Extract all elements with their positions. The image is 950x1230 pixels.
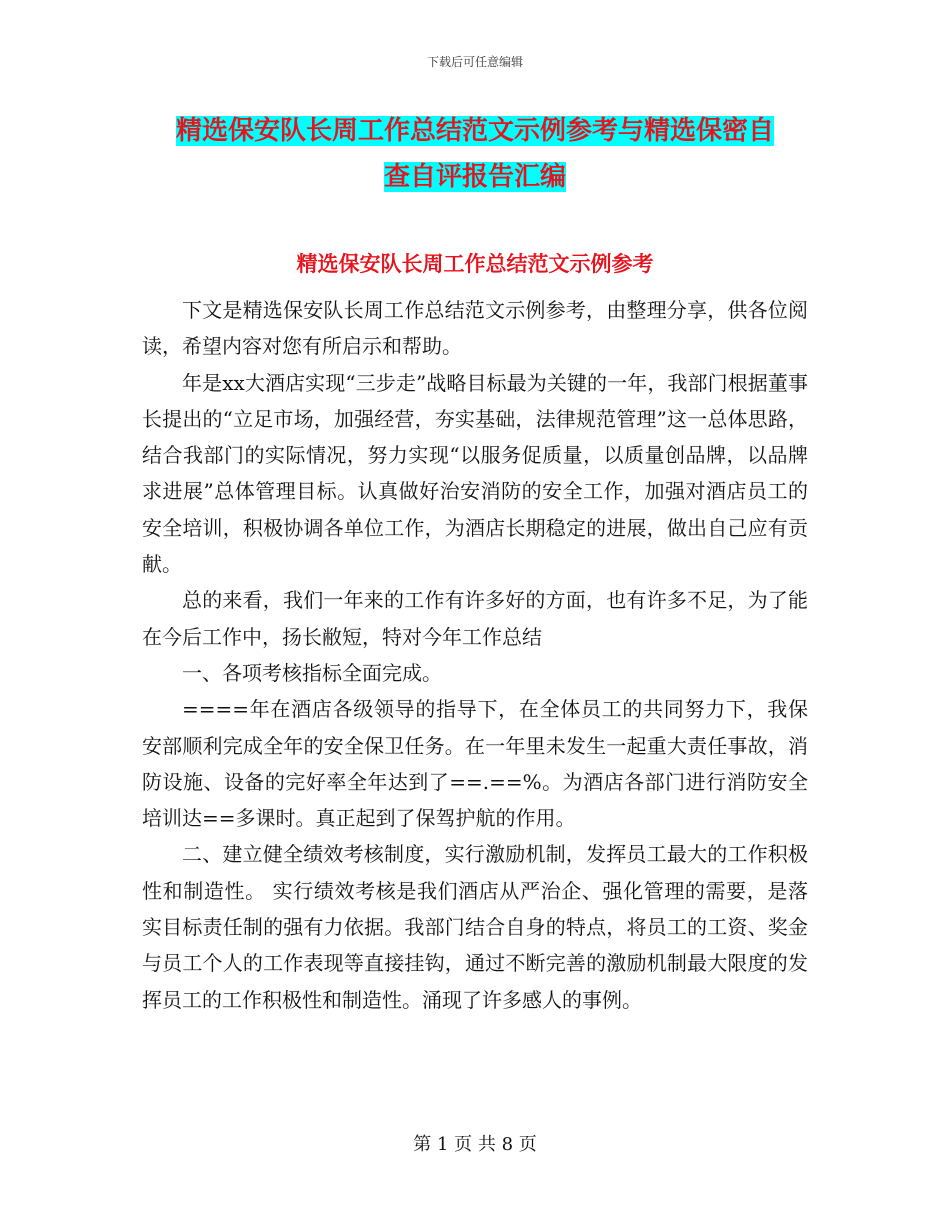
paragraph-summary: 总的来看，我们一年来的工作有许多好的方面，也有许多不足，为了能在今后工作中，扬长敝短，特对今年工作总结: [142, 588, 808, 649]
document-title: [140, 108, 810, 200]
paragraph-intro: 下文是精选保安队长周工作总结范文示例参考，由整理分享，供各位阅读，希望内容对您有所启示和帮助。: [142, 298, 808, 359]
page-footer: 第 1 页 共 8 页: [413, 1134, 537, 1155]
section-title: 精选保安队长周工作总结范文示例参考: [296, 251, 654, 276]
body-text: [142, 292, 808, 1018]
header-note: 下载后可任意编辑: [426, 55, 523, 69]
paragraph-heading-2: 二、建立健全绩效考核制度，实行激励机制，发挥员工最大的工作积极性和制造性。 实行绩效考核是我们酒店从严治企、强化管理的需要，是落实目标责任制的强有力依据。我部门结合自身的特点，将员工的工资、奖金与员工个人的工作表现等直接挂钩，通过不断完善的激励机制最大限度的发挥员工的工作积极性和制造性。涌现了许多感人的事例。: [142, 842, 808, 1012]
paragraph-achievements: ====年在酒店各级领导的指导下，在全体员工的共同努力下，我保安部顺利完成全年的安全保卫任务。在一年里未发生一起重大责任事故，消防设施、设备的完好率全年达到了==.==%。为酒店各部门进行消防安全培训达==多课时。真正起到了保驾护航的作用。: [142, 697, 808, 831]
title-line-1: 精选保安队长周工作总结范文示例参考与精选保密自: [175, 116, 774, 146]
paragraph-heading-1: 一、各项考核指标全面完成。: [182, 660, 442, 685]
paragraph-overview: 年是xx大酒店实现“三步走”战略目标最为关键的一年，我部门根据董事长提出的“立足市场，加强经营，夯实基础，法律规范管理”这一总体思路，结合我部门的实际情况，努力实现“以服务促质量，以质量创品牌，以品牌求进展”总体管理目标。认真做好治安消防的安全工作，加强对酒店员工的安全培训，积极协调各单位工作，为酒店长期稳定的进展，做出自己应有贡献。: [142, 370, 808, 577]
title-line-2: 查自评报告汇编: [383, 162, 566, 192]
